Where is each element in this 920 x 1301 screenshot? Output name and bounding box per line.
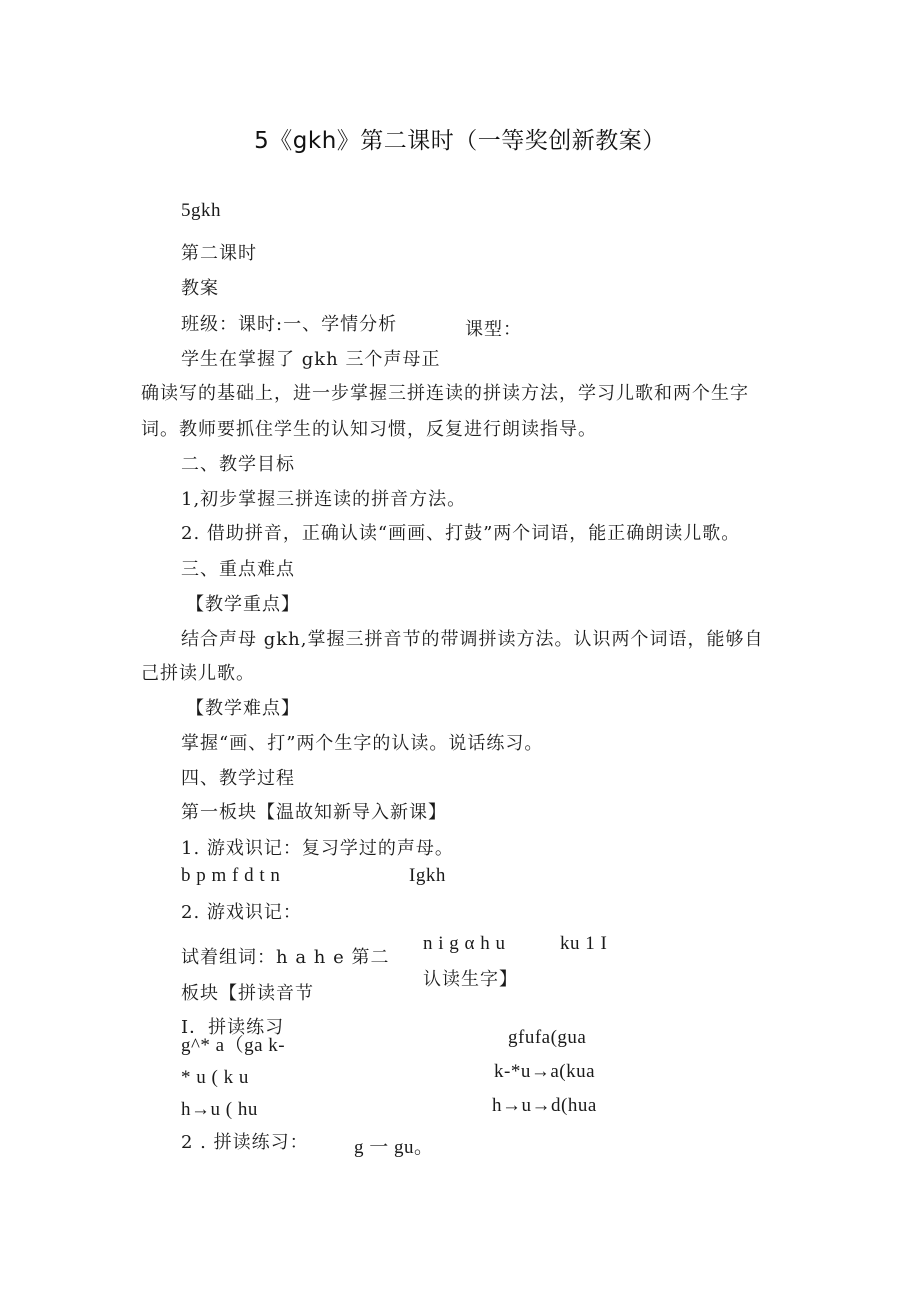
practice-heading-clipped: I．拼读练习 [181, 1017, 285, 1038]
goal-item-1: 1,初步掌握三拼连读的拼音方法。 [181, 489, 467, 510]
section-heading-goals: 二、教学目标 [181, 454, 295, 475]
spelling-row-1-right: gfufa(gua [508, 1027, 587, 1048]
lesson-period: 第二课时 [181, 243, 257, 264]
syllable-group-2: ku 1 I [560, 933, 608, 954]
document-title: 5《gkh》第二课时（一等奖创新教案） [254, 128, 666, 154]
doc-type-label: 教案 [181, 278, 219, 299]
section-heading-process: 四、教学过程 [181, 768, 295, 789]
difficulty-text: 掌握“画、打”两个生字的认读。说话练习。 [181, 733, 544, 754]
lesson-code: 5gkh [181, 200, 221, 221]
key-point-text-2: 己拼读儿歌。 [141, 663, 255, 684]
spelling-row-2-left: * u ( k u [181, 1067, 249, 1088]
block-1-heading: 第一板块【温故知新导入新课】 [181, 802, 447, 823]
key-point-text-1: 结合声母 gkh,掌握三拼音节的带调拼读方法。认识两个词语，能够自 [181, 629, 764, 650]
practice-2-example: g 一 gu。 [354, 1137, 434, 1158]
recognize-characters-text: 认读生字】 [423, 969, 518, 990]
analysis-text-3: 词。教师要抓住学生的认知习惯，反复进行朗读指导。 [141, 419, 597, 440]
subheading-difficulty: 【教学难点】 [186, 698, 300, 719]
analysis-text-1: 学生在掌握了 gkh 三个声母正 [181, 349, 441, 370]
syllable-group-1: n i g α h u [423, 933, 506, 954]
spelling-row-3-left: h→u ( hu [181, 1099, 258, 1120]
class-info-line: 班级：课时:一、学情分析 [181, 314, 398, 335]
initials-list: b p m f d t n [181, 865, 281, 886]
spelling-row-3-right: h→u→d(hua [492, 1095, 597, 1116]
analysis-text-2: 确读写的基础上，进一步掌握三拼连读的拼读方法，学习儿歌和两个生字 [141, 383, 749, 404]
spelling-row-1-left: g^* a（ga k- [181, 1035, 286, 1056]
goal-item-2: 2. 借助拼音，正确认读“画画、打鼓”两个词语，能正确朗读儿歌。 [181, 523, 741, 544]
subheading-key-point: 【教学重点】 [186, 594, 300, 615]
practice-2-label: 2 . 拼读练习： [181, 1132, 309, 1153]
section-heading-key-points: 三、重点难点 [181, 559, 295, 580]
step-1-text: 1. 游戏识记：复习学过的声母。 [181, 838, 454, 859]
step-2-text: 2. 游戏识记： [181, 902, 302, 923]
initials-new: Igkh [409, 865, 446, 886]
lesson-type-label: 课型： [465, 319, 522, 340]
block-2-heading: 板块【拼读音节 [181, 983, 314, 1004]
word-building-text: 试着组词：h a h e 第二 [181, 947, 390, 968]
spelling-row-2-right: k-*u→a(kua [494, 1061, 596, 1082]
